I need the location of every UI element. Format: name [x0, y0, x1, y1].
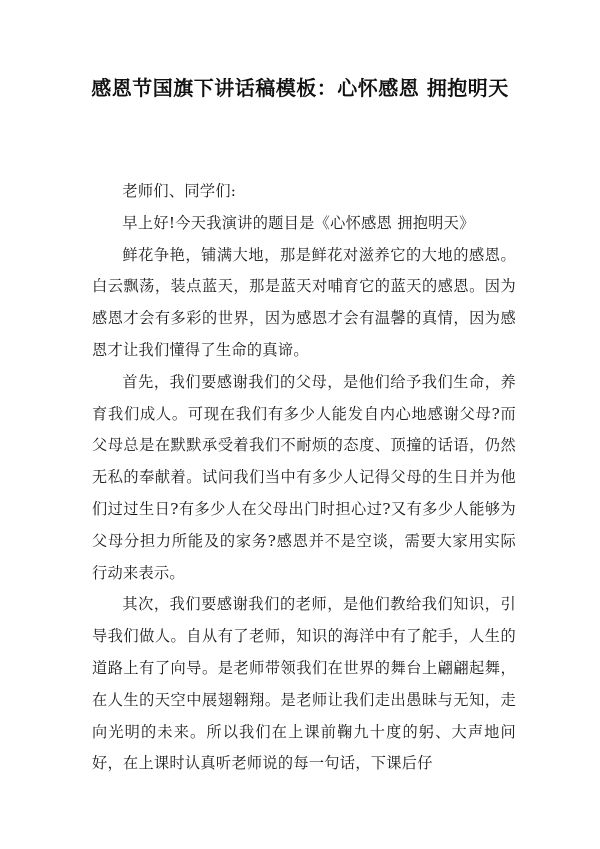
paragraph-intro: 鲜花争艳，铺满大地，那是鲜花对滋养它的大地的感恩。白云飘荡，装点蓝天，那是蓝天对哺育它的蓝天的感恩。因为感恩才会有多彩的世界，因为感恩才会有温馨的真情，因为感恩才让我们懂得了生命的真谛。 [92, 245, 516, 359]
paragraph-parents: 首先，我们要感谢我们的父母，是他们给予我们生命，养育我们成人。可现在我们有多少人能发自内心地感谢父母?而父母总是在默默承受着我们不耐烦的态度、顶撞的话语，仍然无私的奉献着。试问我们当中有多少人记得父母的生日并为他们过过生日?有多少人在父母出门时担心过?又有多少人能够为父母分担力所能及的家务?感恩并不是空谈，需要大家用实际行动来表示。 [92, 372, 516, 582]
paragraph-salutation: 老师们、同学们: [122, 182, 237, 200]
document-title: 感恩节国旗下讲话稿模板：心怀感恩 拥抱明天 [91, 76, 509, 100]
document-body [92, 176, 516, 780]
paragraph-teachers: 其次，我们要感谢我们的老师，是他们教给我们知识，引导我们做人。自从有了老师，知识的海洋中有了舵手，人生的道路上有了向导。是老师带领我们在世界的舞台上翩翩起舞，在人生的天空中展翅翱翔。是老师让我们走出愚昧与无知，走向光明的未来。所以我们在上课前鞠九十度的躬、大声地问好，在上课时认真听老师说的每一句话，下课后仔 [92, 595, 516, 773]
paragraph-greeting: 早上好!今天我演讲的题目是《心怀感恩 拥抱明天》 [122, 213, 475, 232]
